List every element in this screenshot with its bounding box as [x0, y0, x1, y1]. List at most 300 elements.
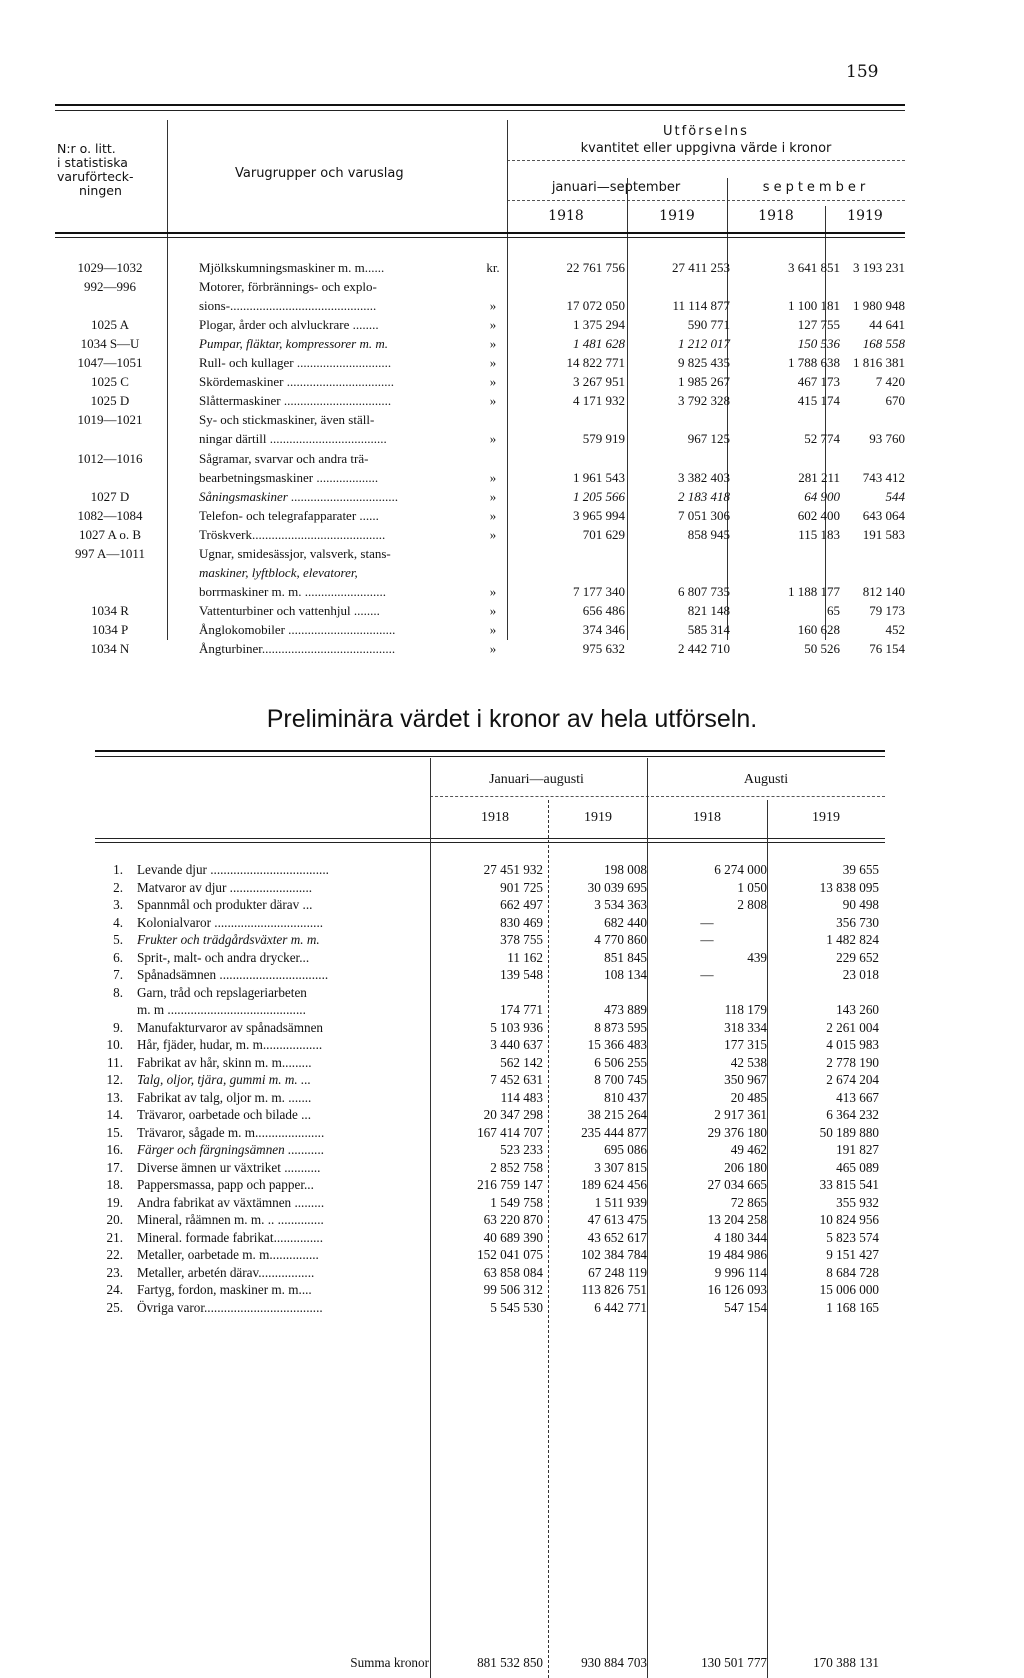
table-row: [55, 601, 905, 620]
value-cell: 19 484 986: [707, 1247, 767, 1262]
value-cell: 49 462: [730, 1142, 767, 1157]
value-cell: 27 034 665: [707, 1177, 767, 1192]
row-label: Mineral. formade fabrikat...............: [137, 1229, 324, 1245]
value-cell: 9 996 114: [714, 1264, 767, 1280]
table-row: [55, 639, 905, 658]
row-number: 15.: [106, 1124, 123, 1140]
value-cell: 1 816 381: [853, 355, 905, 371]
row-label: Färger och färgningsämnen ...........: [137, 1142, 325, 1157]
period-header-sep: september: [762, 180, 870, 195]
value-cell: 30 039 695: [587, 879, 647, 895]
value-cell: 3 382 403: [678, 469, 730, 485]
row-number: 16.: [106, 1142, 123, 1157]
table-row: [95, 1246, 885, 1263]
value-cell: 27 411 253: [671, 260, 730, 275]
value-cell: 15 006 000: [819, 1282, 879, 1297]
table-row: [95, 861, 885, 878]
table-row: [55, 525, 905, 544]
row-label: Garn, tråd och repslageriarbeten: [137, 984, 307, 1000]
value-cell: 967 125: [687, 431, 730, 447]
row-number: 1025 A: [91, 317, 129, 333]
value-cell: 281 211: [798, 469, 840, 485]
value-cell: 2 183 418: [678, 488, 730, 504]
total-cell: 170 388 131: [813, 1655, 879, 1670]
value-cell: 656 486: [582, 602, 625, 618]
row-description: Såningsmaskiner .................................: [199, 488, 399, 504]
year-header: 1919: [847, 208, 883, 224]
row-number: 22.: [106, 1247, 123, 1262]
row-number: 1025 C: [91, 374, 129, 390]
row-description: Ångturbiner.........................................: [199, 641, 396, 656]
table-row: [55, 353, 905, 372]
value-cell: 585 314: [687, 621, 730, 637]
row-number: 997 A—1011: [75, 545, 145, 561]
row-description: Mjölkskumningsmaskiner m. m......: [199, 260, 385, 275]
table-row: [95, 1159, 885, 1176]
value-cell: 2 674 204: [826, 1072, 879, 1087]
value-cell: 7 051 306: [678, 507, 730, 523]
value-cell: 1 481 628: [573, 336, 625, 352]
table-row: [95, 949, 885, 966]
value-cell: 8 873 595: [594, 1019, 647, 1035]
row-label: Manufakturvaror av spånadsämnen: [137, 1019, 324, 1035]
row-unit: »: [489, 469, 497, 485]
row-description: Sågramar, svarvar och andra trä-: [199, 450, 369, 466]
value-cell: 8 684 728: [826, 1264, 879, 1280]
header-divider: [507, 160, 905, 161]
value-cell: 42 538: [730, 1054, 767, 1070]
value-cell: 90 498: [842, 897, 879, 912]
row-description: Pumpar, fläktar, kompressorer m. m.: [199, 336, 388, 352]
year-header: 1919: [659, 208, 695, 224]
value-cell: 3 965 994: [573, 507, 625, 523]
table1-header-bottom-rule-thin: [55, 237, 905, 238]
row-number: 5.: [113, 932, 123, 947]
period-header-aug: Augusti: [743, 772, 789, 787]
row-number: 10.: [106, 1037, 123, 1052]
value-cell: 1 549 758: [490, 1194, 543, 1210]
value-cell: 6 274 000: [714, 862, 767, 877]
value-cell: 4 180 344: [714, 1229, 767, 1245]
value-cell: 7 177 340: [573, 583, 625, 599]
table-row: [95, 966, 885, 983]
value-cell: 318 334: [724, 1019, 767, 1035]
value-cell: —: [700, 967, 714, 982]
section-title: Preliminära värdet i kronor av hela utförseln.: [266, 705, 758, 733]
row-label: Mineral, råämnen m. m. .. ..............: [137, 1212, 324, 1227]
row-number: 992—996: [84, 279, 136, 295]
value-cell: 4 015 983: [826, 1037, 879, 1052]
value-cell: 670: [885, 393, 905, 409]
value-cell: 452: [885, 621, 905, 637]
value-cell: 50 189 880: [819, 1124, 879, 1140]
row-label: Spannmål och produkter därav ...: [137, 897, 313, 912]
row-label: Trävaror, oarbetade och bilade ...: [137, 1107, 312, 1122]
value-cell: 1 205 566: [573, 488, 625, 504]
row-description: Tröskverk.........................................: [199, 526, 386, 542]
row-unit: kr.: [486, 260, 500, 275]
value-cell: 1 212 017: [678, 336, 730, 352]
value-cell: 20 485: [730, 1089, 767, 1105]
value-cell: 11 114 877: [672, 298, 730, 314]
table-row: [95, 1054, 885, 1071]
row-number: 21.: [106, 1229, 123, 1245]
value-cell: 39 655: [842, 862, 879, 877]
row-unit: »: [489, 583, 497, 599]
row-description: Rull- och kullager .............................: [199, 355, 392, 371]
row-number: 25.: [106, 1299, 123, 1315]
value-cell: 20 347 298: [483, 1107, 543, 1122]
row-label: Levande djur ....................................: [137, 862, 329, 877]
value-cell: 415 174: [797, 393, 840, 409]
row-number: 12.: [106, 1072, 123, 1087]
value-cell: 830 469: [500, 914, 543, 930]
row-number: 9.: [113, 1019, 123, 1035]
value-cell: 113 826 751: [581, 1282, 647, 1297]
value-cell: 150 536: [797, 336, 840, 352]
row-label: Spånadsämnen .................................: [137, 967, 329, 982]
value-cell: 191 827: [836, 1142, 879, 1157]
row-unit: »: [489, 355, 497, 371]
value-cell: 16 126 093: [707, 1282, 767, 1297]
row-number: 14.: [106, 1107, 123, 1122]
row-number: 1027 A o. B: [78, 526, 142, 542]
value-cell: 235 444 877: [581, 1124, 647, 1140]
value-cell: 350 967: [724, 1072, 767, 1087]
table-row: [95, 984, 885, 1001]
total-label: Summa kronor: [350, 1655, 429, 1670]
row-number: 1047—1051: [77, 355, 143, 371]
period-header-jan-aug: Januari—augusti: [489, 772, 584, 787]
value-cell: 3 440 637: [490, 1037, 543, 1052]
table-row: [95, 1299, 885, 1316]
value-cell: 102 384 784: [581, 1247, 647, 1262]
row-description: Vattenturbiner och vattenhjul ........: [199, 602, 380, 618]
value-cell: 743 412: [862, 469, 905, 485]
row-description: Slåttermaskiner .................................: [199, 393, 392, 409]
value-cell: 465 089: [836, 1159, 879, 1175]
row-unit: »: [489, 526, 497, 542]
value-cell: 118 179: [724, 1002, 767, 1017]
nr-header-line: i statistiska: [57, 155, 128, 170]
value-cell: 191 583: [862, 526, 905, 542]
value-cell: 1 188 177: [788, 583, 840, 599]
value-cell: 17 072 050: [566, 298, 625, 314]
value-cell: 821 148: [687, 602, 730, 618]
value-cell: 3 641 851: [788, 260, 840, 275]
value-cell: 38 215 264: [587, 1107, 647, 1122]
value-cell: 168 558: [862, 336, 905, 352]
value-cell: 413 667: [836, 1089, 879, 1105]
table-row: [95, 1089, 885, 1106]
header-divider: [430, 796, 885, 797]
value-cell: 1 511 939: [594, 1194, 647, 1210]
value-cell: 114 483: [500, 1089, 543, 1105]
row-unit: »: [489, 336, 497, 352]
value-cell: 13 838 095: [819, 879, 879, 895]
value-cell: 1 985 267: [678, 374, 730, 390]
row-label: Andra fabrikat av växtämnen .........: [137, 1194, 325, 1210]
row-label: Kolonialvaror .................................: [137, 914, 324, 930]
table-row: [95, 1001, 885, 1018]
value-cell: 355 932: [836, 1194, 879, 1210]
value-cell: 901 725: [500, 879, 543, 895]
period-header-jan-sep: januari—september: [551, 180, 681, 195]
value-cell: 1 168 165: [826, 1299, 879, 1315]
value-cell: 4 770 860: [594, 932, 647, 947]
value-cell: 40 689 390: [483, 1229, 543, 1245]
value-cell: 2 808: [737, 897, 767, 912]
group-header: Varugrupper och varuslag: [235, 166, 404, 181]
value-cell: 374 346: [582, 621, 625, 637]
table-row: [55, 563, 905, 582]
value-cell: 115 183: [798, 526, 840, 542]
value-cell: 662 497: [500, 897, 543, 912]
table-row: [55, 258, 905, 277]
value-cell: 127 755: [797, 317, 840, 333]
row-label: Metaller, oarbetade m. m...............: [137, 1247, 319, 1262]
value-cell: 6 506 255: [594, 1054, 647, 1070]
row-label: Trävaror, sågade m. m.....................: [137, 1124, 325, 1140]
row-unit: »: [489, 298, 497, 314]
value-cell: 93 760: [869, 431, 905, 447]
table-row: [55, 334, 905, 353]
table-row: [55, 582, 905, 601]
value-cell: 602 400: [797, 507, 840, 523]
table-row: [95, 1036, 885, 1053]
value-cell: 7 452 631: [490, 1072, 543, 1087]
value-cell: 378 755: [500, 932, 543, 947]
value-cell: 643 064: [862, 507, 905, 523]
value-cell: 10 824 956: [819, 1212, 879, 1227]
value-cell: 562 142: [500, 1054, 543, 1070]
row-number: 18.: [106, 1177, 123, 1192]
table-row: [55, 468, 905, 487]
value-cell: 15 366 483: [587, 1037, 647, 1052]
value-cell: 44 641: [869, 317, 905, 333]
table-row: [95, 914, 885, 931]
row-unit: »: [489, 621, 497, 637]
row-number: 20.: [106, 1212, 123, 1227]
value-cell: 63 220 870: [483, 1212, 543, 1227]
row-label: Fartyg, fordon, maskiner m. m....: [137, 1282, 312, 1297]
table-row: [95, 931, 885, 948]
value-cell: 8 700 745: [594, 1072, 647, 1087]
kvantitet-header: kvantitet eller uppgivna värde i kronor: [580, 141, 832, 156]
value-cell: —: [700, 932, 714, 947]
row-description: bearbetningsmaskiner ...................: [199, 469, 379, 485]
value-cell: 65: [827, 602, 840, 618]
row-description: ningar därtill ....................................: [199, 431, 387, 447]
value-cell: 975 632: [582, 641, 625, 656]
value-cell: 682 440: [604, 914, 647, 930]
row-description: Ånglokomobiler .................................: [199, 621, 396, 637]
value-cell: 3 792 328: [678, 393, 730, 409]
value-cell: 11 162: [507, 949, 543, 965]
value-cell: 851 845: [604, 949, 647, 965]
row-unit: »: [489, 488, 497, 504]
total-cell: 930 884 703: [581, 1655, 647, 1670]
row-label: Diverse ämnen ur växtriket ...........: [137, 1159, 321, 1175]
row-label: Fabrikat av talg, oljor m. m. .......: [137, 1089, 312, 1105]
row-number: 19.: [106, 1194, 123, 1210]
table-row: [95, 1071, 885, 1088]
table-row: [95, 1281, 885, 1298]
value-cell: 152 041 075: [477, 1247, 543, 1262]
table-row: [95, 1194, 885, 1211]
nr-header: [57, 142, 134, 198]
table2-top-rule: [95, 750, 885, 752]
table-row: [55, 429, 905, 448]
row-label: Metaller, arbetén därav.................: [137, 1264, 315, 1280]
row-description: sions-.............................................: [199, 298, 377, 314]
value-cell: 1 788 638: [788, 355, 840, 371]
value-cell: 43 652 617: [587, 1229, 647, 1245]
value-cell: 3 534 363: [594, 897, 647, 912]
row-unit: »: [489, 317, 497, 333]
value-cell: 177 315: [724, 1037, 767, 1052]
value-cell: 79 173: [869, 602, 905, 618]
value-cell: 5 823 574: [826, 1229, 879, 1245]
year-header: 1918: [481, 810, 509, 825]
value-cell: 67 248 119: [588, 1264, 647, 1280]
value-cell: 139 548: [500, 967, 543, 982]
row-unit: »: [489, 507, 497, 523]
table-row: [55, 620, 905, 639]
row-number: 1034 R: [91, 602, 129, 618]
value-cell: 160 628: [797, 621, 840, 637]
value-cell: 858 945: [687, 526, 730, 542]
value-cell: 812 140: [862, 583, 905, 599]
row-label: Hår, fjäder, hudar, m. m..................: [137, 1037, 323, 1052]
row-unit: »: [489, 393, 497, 409]
value-cell: 216 759 147: [477, 1177, 543, 1192]
value-cell: 439: [747, 949, 767, 965]
value-cell: 810 437: [604, 1089, 647, 1105]
row-number: 17.: [106, 1159, 123, 1175]
row-description: borrmaskiner m. m. .........................: [199, 583, 387, 599]
value-cell: 9 825 435: [678, 355, 730, 371]
value-cell: 9 151 427: [826, 1247, 879, 1262]
row-number: 1012—1016: [77, 450, 143, 466]
table-row: [95, 1106, 885, 1123]
value-cell: 547 154: [724, 1299, 767, 1315]
row-number: 13.: [106, 1089, 123, 1105]
value-cell: 1 961 543: [573, 469, 625, 485]
row-label: Sprit-, malt- och andra drycker...: [137, 949, 310, 965]
value-cell: 72 865: [730, 1194, 767, 1210]
table-row: [95, 1264, 885, 1281]
row-number: 1034 S—U: [80, 336, 140, 352]
row-unit: »: [489, 374, 497, 390]
row-label: Övriga varor....................................: [137, 1299, 323, 1315]
value-cell: 189 624 456: [581, 1177, 647, 1192]
value-cell: 63 858 084: [483, 1264, 543, 1280]
value-cell: 5 103 936: [490, 1019, 543, 1035]
value-cell: 473 889: [604, 1002, 647, 1017]
row-label: Frukter och trädgårdsväxter m. m.: [137, 932, 320, 947]
table-row: [55, 372, 905, 391]
row-number: 4.: [113, 914, 123, 930]
value-cell: 3 307 815: [594, 1159, 647, 1175]
row-label: Talg, oljor, tjära, gummi m. m. ...: [137, 1072, 311, 1087]
value-cell: 29 376 180: [707, 1124, 767, 1140]
value-cell: 590 771: [687, 317, 730, 333]
table-row: [95, 1211, 885, 1228]
table1-header-bottom-rule: [55, 232, 905, 234]
nr-header-line: varuförteck-: [57, 169, 134, 184]
row-number: 3.: [113, 897, 123, 912]
row-description: Plogar, årder och alvluckrare ........: [199, 317, 379, 333]
table-row: [55, 410, 905, 429]
row-unit: »: [489, 431, 497, 447]
row-number: 1027 D: [90, 488, 130, 504]
value-cell: 3 267 951: [573, 374, 625, 390]
value-cell: 99 506 312: [483, 1282, 543, 1297]
row-label: Pappersmassa, papp och papper...: [137, 1177, 314, 1192]
value-cell: 198 008: [604, 862, 647, 877]
table-row: [55, 449, 905, 468]
row-number: 11.: [107, 1054, 123, 1070]
table-row: [55, 296, 905, 315]
value-cell: 47 613 475: [587, 1212, 647, 1227]
value-cell: —: [700, 914, 714, 930]
row-number: 1029—1032: [77, 260, 143, 275]
row-number: 6.: [113, 949, 123, 965]
table-row: [55, 391, 905, 410]
row-label: m. m ..........................................: [137, 1002, 306, 1017]
table1-top-rule-thin: [55, 110, 905, 111]
row-number: 8.: [113, 984, 123, 1000]
table-row: [95, 1124, 885, 1141]
row-description: Skördemaskiner .................................: [199, 374, 394, 390]
row-description: Telefon- och telegrafapparater ......: [199, 507, 379, 523]
table1-top-rule: [55, 104, 905, 106]
page-number: 159: [846, 62, 879, 82]
row-number: 1034 N: [90, 641, 130, 656]
value-cell: 579 919: [582, 431, 625, 447]
value-cell: 1 980 948: [853, 298, 905, 314]
value-cell: 50 526: [804, 641, 840, 656]
table2-top-rule-thin: [95, 756, 885, 757]
row-number: 2.: [113, 879, 123, 895]
value-cell: 2 852 758: [490, 1159, 543, 1175]
value-cell: 14 822 771: [566, 355, 625, 371]
total-row: [95, 1654, 885, 1671]
nr-header-line: N:r o. litt.: [57, 141, 116, 156]
total-cell: 881 532 850: [477, 1655, 543, 1670]
table-row: [55, 506, 905, 525]
value-cell: 52 774: [804, 431, 840, 447]
table-row: [95, 896, 885, 913]
header-divider: [507, 200, 905, 201]
value-cell: 1 100 181: [788, 298, 840, 314]
value-cell: 4 171 932: [573, 393, 625, 409]
value-cell: 23 018: [842, 967, 879, 982]
year-header: 1918: [758, 208, 794, 224]
year-header: 1919: [584, 810, 612, 825]
total-cell: 130 501 777: [701, 1655, 767, 1670]
year-header: 1919: [812, 810, 840, 825]
nr-header-line: ningen: [79, 183, 122, 198]
table-row: [95, 879, 885, 896]
value-cell: 206 180: [724, 1159, 767, 1175]
value-cell: 6 807 735: [678, 583, 730, 599]
year-header: 1918: [548, 208, 584, 224]
value-cell: 695 086: [604, 1142, 647, 1157]
value-cell: 5 545 530: [490, 1299, 543, 1315]
value-cell: 544: [885, 488, 905, 504]
